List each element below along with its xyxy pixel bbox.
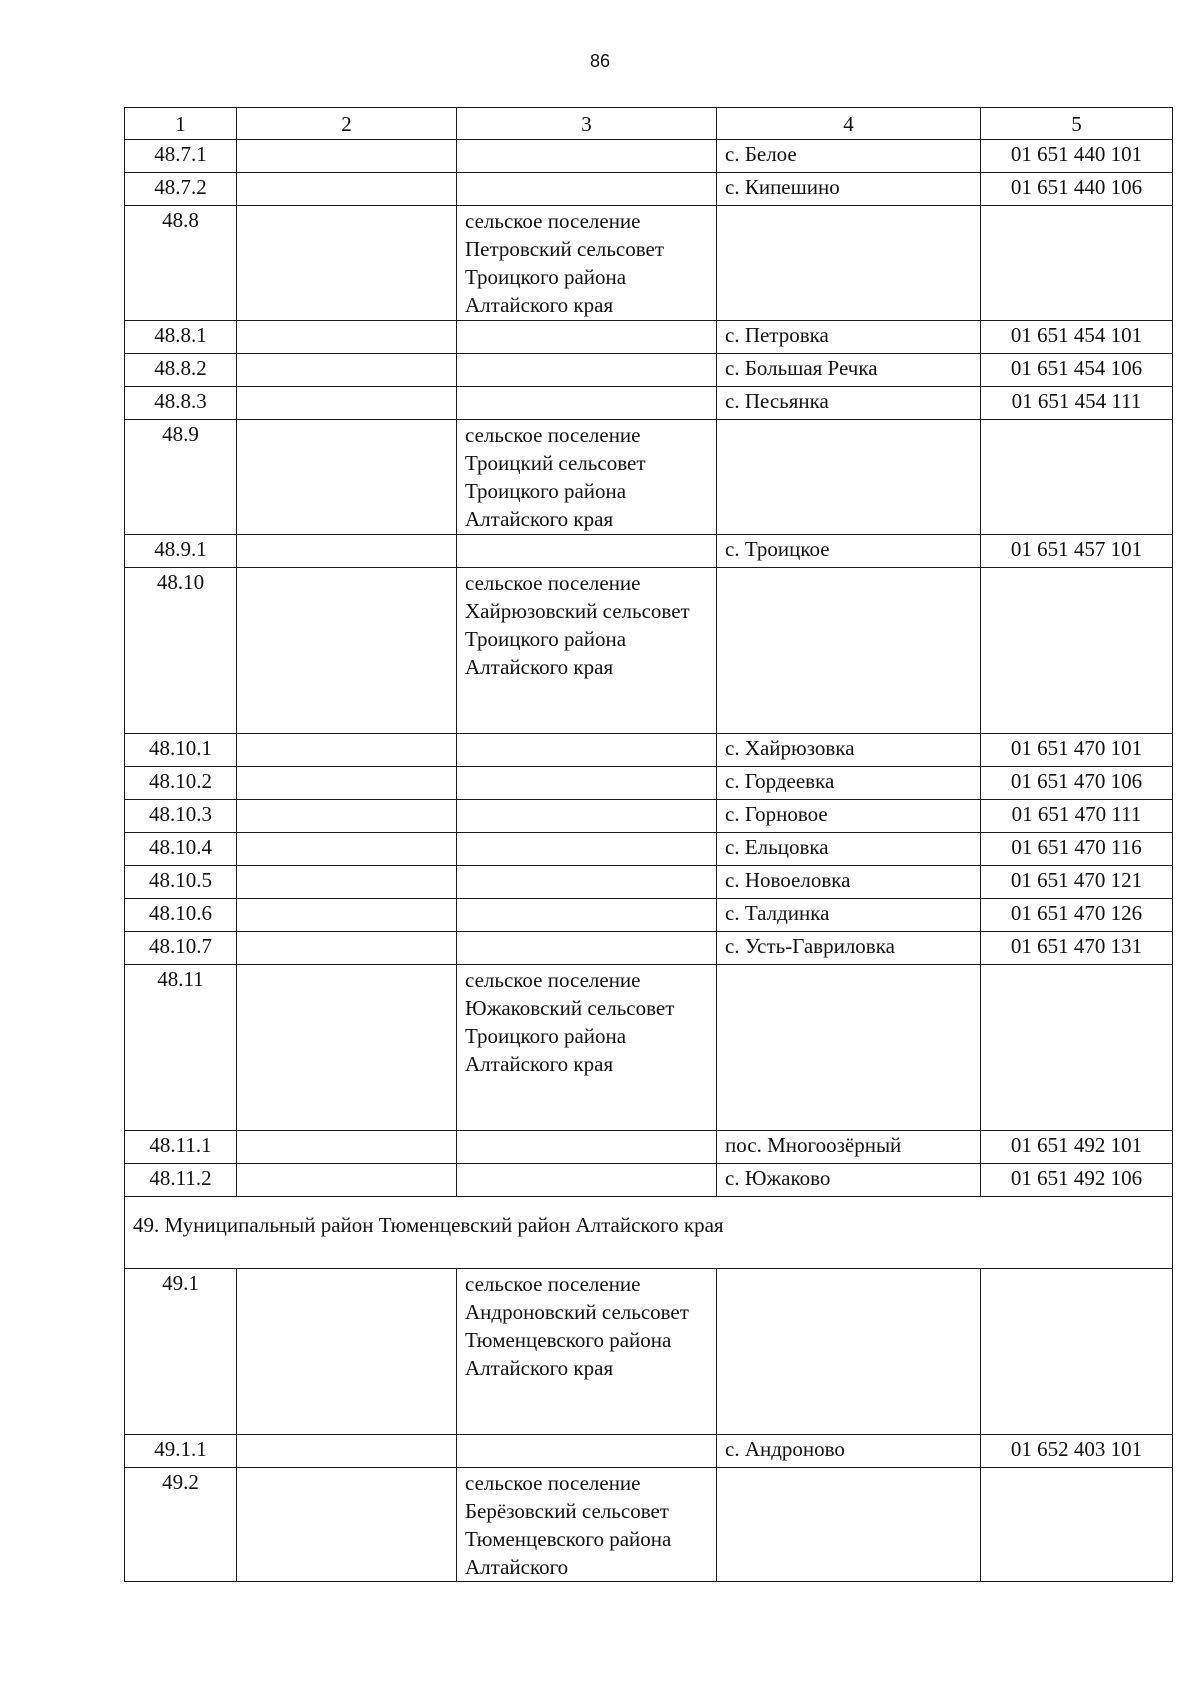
row-locality: с. Хайрюзовка <box>717 734 981 767</box>
table-row <box>125 140 1173 173</box>
row-locality <box>717 1269 981 1435</box>
row-col-2 <box>237 899 457 932</box>
row-settlement-name <box>457 1164 717 1197</box>
row-col-2 <box>237 965 457 1131</box>
header-col-5: 5 <box>981 108 1173 140</box>
row-settlement-name <box>457 1435 717 1468</box>
row-okato-code: 01 651 457 101 <box>981 535 1173 568</box>
row-okato-code <box>981 420 1173 535</box>
row-locality: с. Гордеевка <box>717 767 981 800</box>
row-locality: с. Новоеловка <box>717 866 981 899</box>
row-col-2 <box>237 206 457 321</box>
row-okato-code: 01 651 470 106 <box>981 767 1173 800</box>
row-settlement-name <box>457 387 717 420</box>
row-settlement-name: сельское поселение Андроновский сельсовет Тюменцевского района Алтайского края <box>457 1269 717 1435</box>
row-code: 48.10 <box>125 568 237 734</box>
row-settlement-name <box>457 833 717 866</box>
row-col-2 <box>237 321 457 354</box>
row-okato-code: 01 651 492 101 <box>981 1131 1173 1164</box>
row-settlement-name <box>457 899 717 932</box>
table-row <box>125 568 1173 734</box>
table-row <box>125 535 1173 568</box>
table-row <box>125 387 1173 420</box>
row-code: 48.9 <box>125 420 237 535</box>
table-row <box>125 833 1173 866</box>
row-okato-code: 01 651 470 126 <box>981 899 1173 932</box>
row-col-2 <box>237 734 457 767</box>
row-code: 48.11.1 <box>125 1131 237 1164</box>
table-row <box>125 354 1173 387</box>
table-row <box>125 1164 1173 1197</box>
row-settlement-name <box>457 767 717 800</box>
row-settlement-name: сельское поселение Хайрюзовский сельсовет Троицкого района Алтайского края <box>457 568 717 734</box>
table-row <box>125 866 1173 899</box>
row-col-2 <box>237 568 457 734</box>
row-locality: с. Троицкое <box>717 535 981 568</box>
row-okato-code <box>981 568 1173 734</box>
row-col-2 <box>237 354 457 387</box>
row-code: 49.1.1 <box>125 1435 237 1468</box>
table-row <box>125 899 1173 932</box>
section-row <box>125 1197 1173 1269</box>
row-locality: с. Талдинка <box>717 899 981 932</box>
row-col-2 <box>237 932 457 965</box>
row-okato-code: 01 651 454 106 <box>981 354 1173 387</box>
row-code: 48.10.2 <box>125 767 237 800</box>
row-okato-code <box>981 1269 1173 1435</box>
row-col-2 <box>237 800 457 833</box>
row-col-2 <box>237 767 457 800</box>
row-code: 48.7.2 <box>125 173 237 206</box>
row-code: 49.1 <box>125 1269 237 1435</box>
row-okato-code: 01 651 470 111 <box>981 800 1173 833</box>
row-col-2 <box>237 173 457 206</box>
row-okato-code: 01 651 470 101 <box>981 734 1173 767</box>
row-code: 48.8.3 <box>125 387 237 420</box>
row-locality: с. Белое <box>717 140 981 173</box>
table-row <box>125 321 1173 354</box>
row-locality: с. Песьянка <box>717 387 981 420</box>
row-okato-code: 01 651 440 106 <box>981 173 1173 206</box>
row-col-2 <box>237 420 457 535</box>
table-row <box>125 734 1173 767</box>
row-settlement-name <box>457 800 717 833</box>
row-locality <box>717 965 981 1131</box>
row-col-2 <box>237 1164 457 1197</box>
row-settlement-name <box>457 173 717 206</box>
row-settlement-name <box>457 354 717 387</box>
table-row <box>125 206 1173 321</box>
row-col-2 <box>237 833 457 866</box>
row-locality: с. Южаково <box>717 1164 981 1197</box>
table-row <box>125 800 1173 833</box>
row-settlement-name: сельское поселение Берёзовский сельсовет Тюменцевского района Алтайского <box>457 1468 717 1582</box>
row-settlement-name <box>457 734 717 767</box>
row-locality: с. Усть-Гавриловка <box>717 932 981 965</box>
row-col-2 <box>237 387 457 420</box>
page-number: 86 <box>589 51 611 71</box>
row-locality <box>717 568 981 734</box>
row-okato-code: 01 651 470 121 <box>981 866 1173 899</box>
row-code: 48.8.1 <box>125 321 237 354</box>
row-col-2 <box>237 866 457 899</box>
row-code: 48.10.4 <box>125 833 237 866</box>
table-body <box>125 140 1173 1582</box>
row-code: 48.9.1 <box>125 535 237 568</box>
row-settlement-name: сельское поселение Петровский сельсовет Троицкого района Алтайского края <box>457 206 717 321</box>
row-settlement-name <box>457 140 717 173</box>
header-col-3: 3 <box>457 108 717 140</box>
row-code: 48.8.2 <box>125 354 237 387</box>
row-okato-code: 01 651 454 111 <box>981 387 1173 420</box>
table-row <box>125 932 1173 965</box>
row-locality: с. Горновое <box>717 800 981 833</box>
table-row <box>125 420 1173 535</box>
row-settlement-name <box>457 1131 717 1164</box>
row-col-2 <box>237 1435 457 1468</box>
row-code: 48.8 <box>125 206 237 321</box>
row-code: 48.7.1 <box>125 140 237 173</box>
table-row <box>125 1131 1173 1164</box>
row-col-2 <box>237 1468 457 1582</box>
row-settlement-name: сельское поселение Троицкий сельсовет Троицкого района Алтайского края <box>457 420 717 535</box>
row-col-2 <box>237 1269 457 1435</box>
row-code: 48.11 <box>125 965 237 1131</box>
table-row <box>125 1269 1173 1435</box>
row-locality: с. Ельцовка <box>717 833 981 866</box>
row-col-2 <box>237 1131 457 1164</box>
row-okato-code <box>981 965 1173 1131</box>
row-code: 49.2 <box>125 1468 237 1582</box>
row-code: 48.10.3 <box>125 800 237 833</box>
row-settlement-name: сельское поселение Южаковский сельсовет Троицкого района Алтайского края <box>457 965 717 1131</box>
header-col-2: 2 <box>237 108 457 140</box>
row-locality <box>717 1468 981 1582</box>
table-row <box>125 965 1173 1131</box>
row-locality: с. Петровка <box>717 321 981 354</box>
table-row <box>125 1468 1173 1582</box>
row-col-2 <box>237 140 457 173</box>
row-okato-code: 01 651 470 116 <box>981 833 1173 866</box>
row-locality: с. Кипешино <box>717 173 981 206</box>
section-title: 49. Муниципальный район Тюменцевский район Алтайского края <box>125 1197 1173 1269</box>
row-col-2 <box>237 535 457 568</box>
row-settlement-name <box>457 866 717 899</box>
row-locality <box>717 206 981 321</box>
row-code: 48.10.7 <box>125 932 237 965</box>
row-settlement-name <box>457 535 717 568</box>
table-row <box>125 767 1173 800</box>
table-header-row <box>125 108 1173 140</box>
row-okato-code: 01 651 440 101 <box>981 140 1173 173</box>
row-locality: пос. Многоозёрный <box>717 1131 981 1164</box>
table-row <box>125 1435 1173 1468</box>
row-okato-code: 01 651 470 131 <box>981 932 1173 965</box>
row-okato-code <box>981 206 1173 321</box>
row-settlement-name <box>457 321 717 354</box>
row-locality <box>717 420 981 535</box>
settlements-table <box>124 107 1173 1582</box>
row-settlement-name <box>457 932 717 965</box>
row-okato-code: 01 652 403 101 <box>981 1435 1173 1468</box>
row-code: 48.10.6 <box>125 899 237 932</box>
row-locality: с. Андроново <box>717 1435 981 1468</box>
row-code: 48.11.2 <box>125 1164 237 1197</box>
header-col-4: 4 <box>717 108 981 140</box>
row-okato-code: 01 651 454 101 <box>981 321 1173 354</box>
header-col-1: 1 <box>125 108 237 140</box>
row-code: 48.10.5 <box>125 866 237 899</box>
row-locality: с. Большая Речка <box>717 354 981 387</box>
row-okato-code: 01 651 492 106 <box>981 1164 1173 1197</box>
row-code: 48.10.1 <box>125 734 237 767</box>
table-row <box>125 173 1173 206</box>
row-okato-code <box>981 1468 1173 1582</box>
